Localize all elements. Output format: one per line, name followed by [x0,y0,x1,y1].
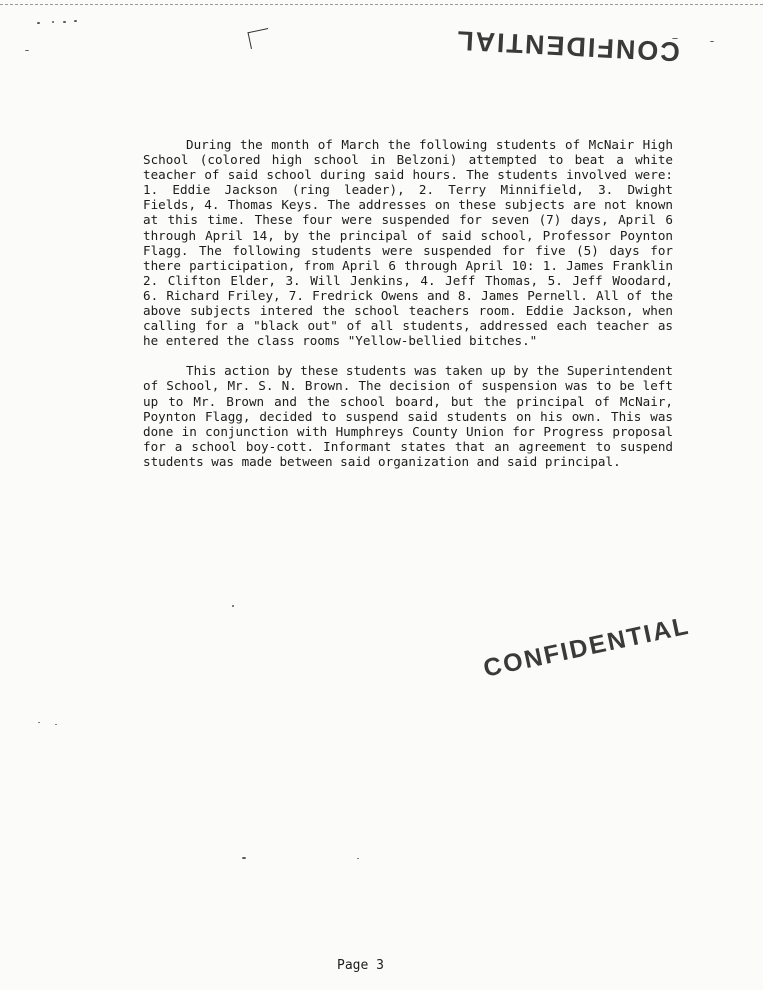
document-body [143,137,673,469]
paragraph-1: During the month of March the following students of McNair High School (colored high school in Belzoni) attempted to beat a white teacher of said school during said hours. The students involved were: 1. Eddie Jackson (ring leader), 2. Terry Minnifield, 3. Dwight Fields, 4. Thomas Keys. The addresses on these subjects are not known at this time. These four were suspended for seven (7) days, April 6 through April 14, by the principal of said school, Professor Poynton Flagg. The following students were suspended for five (5) days for there participation, from April 6 through April 10: 1. James Franklin 2. Clifton Elder, 3. Will Jenkins, 4. Jeff Thomas, 5. Jeff Woodard, 6. Richard Friley, 7. Fredrick Owens and 8. James Pernell. All of the above subjects intered the school teachers room. Eddie Jackson, when calling for a "black out" of all students, addressed each teacher as he entered the class rooms "Yellow-bellied bitches." [143,137,673,349]
scan-speck [52,21,54,23]
scan-speck [63,21,66,23]
scan-speck [232,605,234,607]
scan-speck [55,724,57,725]
scan-speck [37,22,40,24]
pencil-mark [247,28,271,49]
paragraph-2: This action by these students was taken up by the Superintendent of School, Mr. S. N. Brown. The decision of suspension was to be left up to Mr. Brown and the school board, but the principal of McNair, Poynton Flagg, decided to suspend said students on his own. This was done in conjunction with Humphreys County Union for Progress proposal for a school boy-cott. Informant states that an agreement to suspend students was made between said organization and said principal. [143,363,673,469]
scan-speck [357,858,359,859]
scan-speck [25,50,29,51]
page-number: Page 3 [337,958,384,973]
scan-speck [710,41,714,42]
scan-speck [38,722,40,723]
confidential-stamp-top: CONFIDENTIAL [454,25,681,67]
scan-speck [242,857,246,859]
confidential-stamp-bottom: CONFIDENTIAL [480,611,693,683]
page-top-edge [0,4,763,5]
scan-speck [74,20,77,22]
